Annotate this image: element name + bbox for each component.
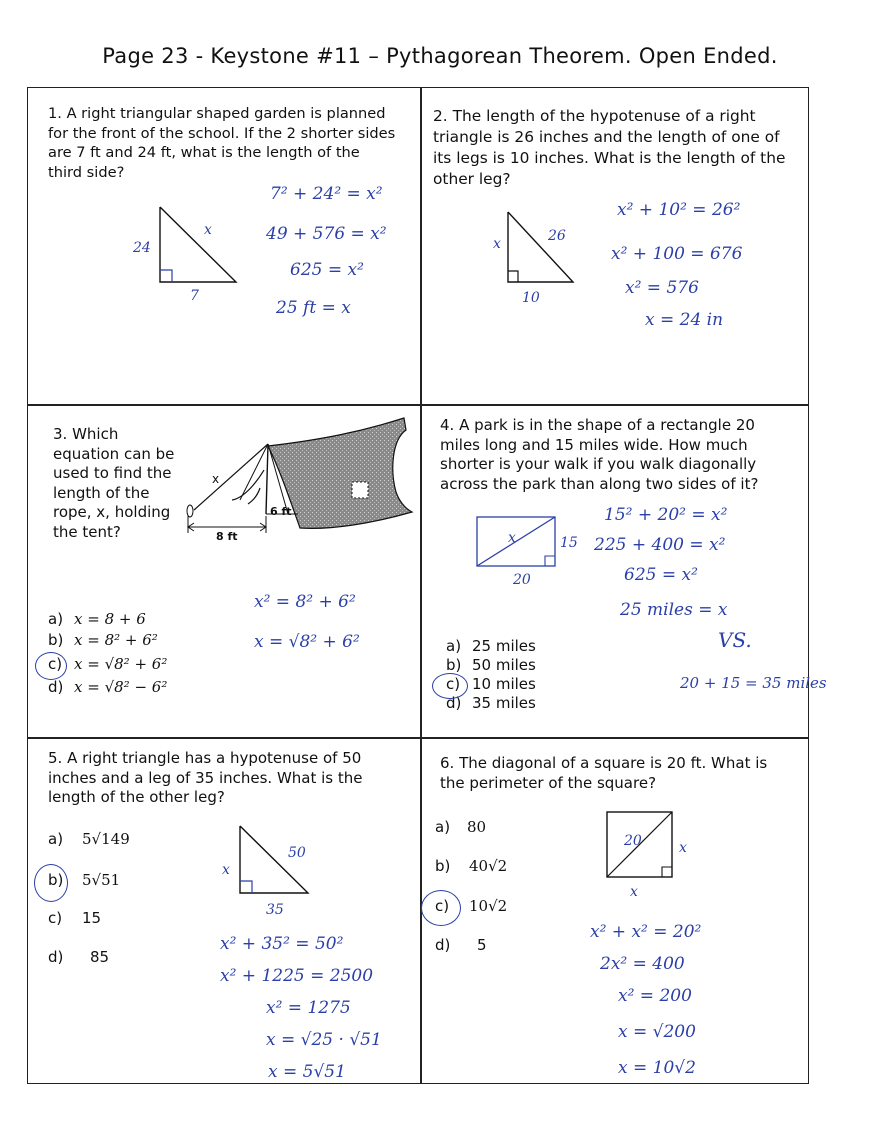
- problem-3-label-base: 8 ft: [216, 530, 238, 543]
- problem-5-work-1: x² + 35² = 50²: [220, 934, 344, 954]
- option-text: 10√2: [469, 897, 508, 915]
- problem-6-option-d[interactable]: [435, 936, 487, 956]
- problem-6-work-3: x² = 200: [618, 986, 692, 1006]
- option-text: x = √8² + 6²: [74, 655, 168, 673]
- option-letter: a): [48, 610, 64, 628]
- problem-5-work-5: x = 5√51: [268, 1062, 346, 1082]
- problem-6-label-right: x: [679, 840, 687, 856]
- option-letter: a): [446, 637, 462, 655]
- option-text: x = 8² + 6²: [74, 631, 158, 649]
- problem-2-work-3: x² = 576: [625, 278, 699, 298]
- problem-4-question: 4. A park is in the shape of a rectangle 20 miles long and 15 miles wide. How much shorter is your walk if you walk diagonally across the park than along two sides of it?: [440, 416, 759, 493]
- option-letter: a): [435, 818, 451, 836]
- option-text: 35 miles: [472, 694, 536, 712]
- problem-4-sum: 20 + 15 = 35 miles: [680, 674, 827, 692]
- page-title: Page 23 - Keystone #11 – Pythagorean Theorem. Open Ended.: [102, 44, 778, 68]
- option-letter: d): [446, 694, 462, 712]
- problem-6-answer-circle: [421, 890, 461, 926]
- problem-6-option-a[interactable]: [435, 818, 486, 838]
- problem-1-label-left: 24: [133, 240, 151, 256]
- option-text: 25 miles: [472, 637, 536, 655]
- option-text: 40√2: [469, 857, 508, 875]
- problem-1-work-4: 25 ft = x: [276, 298, 351, 318]
- option-text: 50 miles: [472, 656, 536, 674]
- problem-4-label-diag: x: [508, 530, 516, 546]
- problem-5-work-3: x² = 1275: [266, 998, 351, 1018]
- problem-1-label-hyp: x: [204, 222, 212, 238]
- problem-2-label-bottom: 10: [522, 290, 540, 306]
- problem-6-label-bottom: x: [630, 884, 638, 900]
- problem-6-work-2: 2x² = 400: [600, 954, 685, 974]
- option-text: 5: [477, 936, 487, 954]
- option-letter: b): [435, 857, 451, 875]
- option-letter: d): [48, 948, 64, 966]
- problem-1-work-1: 7² + 24² = x²: [270, 184, 383, 204]
- problem-5-label-hyp: 50: [288, 845, 306, 861]
- problem-5-label-bottom: 35: [266, 902, 284, 918]
- problem-2-work-1: x² + 10² = 26²: [617, 200, 741, 220]
- problem-2-work-4: x = 24 in: [645, 310, 724, 330]
- problem-3-work-1: x² = 8² + 6²: [254, 592, 356, 612]
- problem-2-label-left: x: [493, 236, 501, 252]
- option-text: x = √8² − 6²: [74, 678, 168, 696]
- problem-6-question: 6. The diagonal of a square is 20 ft. What is the perimeter of the square?: [440, 754, 768, 792]
- option-text: 10 miles: [472, 675, 536, 693]
- problem-4-label-bottom: 20: [513, 572, 531, 588]
- problem-4-work-3: 625 = x²: [624, 565, 698, 585]
- problem-2-label-hyp: 26: [548, 228, 566, 244]
- option-text: 85: [90, 948, 110, 966]
- problem-4-work-4: 25 miles = x: [620, 600, 728, 620]
- option-text: 15: [82, 909, 102, 927]
- option-letter: d): [48, 678, 64, 696]
- problem-4-vs: VS.: [718, 628, 752, 652]
- problem-1-question: 1. A right triangular shaped garden is planned for the front of the school. If the 2 shorter sides are 7 ft and 24 ft, what is the length of the third side?: [48, 105, 396, 181]
- problem-6-work-5: x = 10√2: [618, 1058, 696, 1078]
- problem-4-work-1: 15² + 20² = x²: [604, 505, 728, 525]
- problem-3-question: 3. Which equation can be used to find the length of the rope, x, holding the tent?: [53, 425, 175, 541]
- problem-3-label-height: 6 ft: [270, 505, 292, 518]
- option-letter: b): [446, 656, 462, 674]
- option-text: 5√149: [82, 830, 130, 848]
- problem-6-work-1: x² + x² = 20²: [590, 922, 702, 942]
- problem-6-option-b[interactable]: [435, 857, 507, 877]
- problem-2-question: 2. The length of the hypotenuse of a right triangle is 26 inches and the length of one of its legs is 10 inches. What is the length of the other leg?: [433, 107, 786, 188]
- option-text: 80: [467, 818, 487, 836]
- problem-3-work-2: x = √8² + 6²: [254, 632, 360, 652]
- option-letter: b): [48, 871, 64, 889]
- problem-5-question: 5. A right triangle has a hypotenuse of 50 inches and a leg of 35 inches. What is the length of the other leg?: [48, 749, 363, 806]
- option-text: x = 8 + 6: [74, 610, 146, 628]
- option-letter: d): [435, 936, 451, 954]
- problem-5-work-2: x² + 1225 = 2500: [220, 966, 374, 986]
- problem-5-work-4: x = √25 · √51: [266, 1030, 382, 1050]
- option-letter: c): [48, 909, 63, 927]
- problem-4-label-right: 15: [560, 535, 578, 551]
- problem-3-label-rope: x: [212, 472, 220, 486]
- problem-6-work-4: x = √200: [618, 1022, 696, 1042]
- option-text: 5√51: [82, 871, 121, 889]
- problem-4-work-2: 225 + 400 = x²: [594, 535, 726, 555]
- problem-5-label-left: x: [222, 862, 230, 878]
- option-letter: c): [446, 675, 461, 693]
- option-letter: c): [48, 655, 63, 673]
- problem-1-work-2: 49 + 576 = x²: [266, 224, 387, 244]
- option-letter: c): [435, 897, 450, 915]
- problem-1-label-bottom: 7: [190, 288, 199, 304]
- problem-6-label-diag: 20: [624, 833, 642, 849]
- problem-2-work-2: x² + 100 = 676: [611, 244, 743, 264]
- option-letter: a): [48, 830, 64, 848]
- problem-1-work-3: 625 = x²: [290, 260, 364, 280]
- option-letter: b): [48, 631, 64, 649]
